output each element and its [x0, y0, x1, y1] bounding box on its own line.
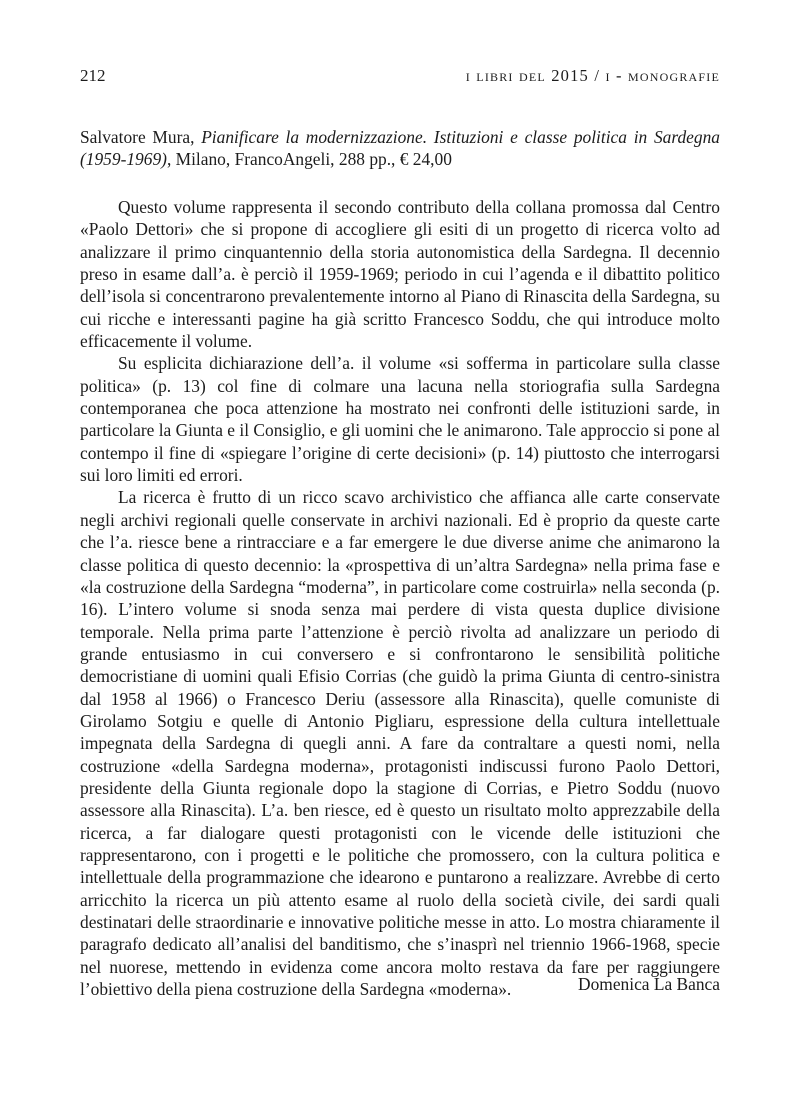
review-body — [80, 196, 720, 1000]
citation-publication: , Milano, FrancoAngeli, 288 pp., € 24,00 — [166, 149, 452, 170]
running-head: i libri del 2015 / i - monografie — [465, 66, 720, 85]
page-number: 212 — [80, 66, 106, 85]
book-citation — [80, 126, 720, 171]
paragraph: Questo volume rappresenta il secondo contributo della collana promossa dal Centro «Paolo Dettori» che si propone di accogliere gli esiti di un progetto di ricerca volto ad analizzare il primo cinquantennio della storia autonomistica della Sardegna. Il decennio preso in esame dall’a. è perciò il 1959-1969; periodo in cui l’agenda e il dibattito politico dell’isola si concentrarono prevalentemente intorno al Piano di Rinascita della Sardegna, su cui ricche e interessanti pagine ha già scritto Francesco Soddu, che qui introduce molto efficacemente il volume. — [80, 197, 720, 352]
citation-title: Pianificare la modernizzazione. Istituzioni e classe politica in Sardegna (1959-1969) — [80, 127, 720, 170]
citation-author: Salvatore Mura, — [80, 127, 202, 147]
paragraph: Su esplicita dichiarazione dell’a. il volume «si sofferma in particolare sulla classe politica» (p. 13) col fine di colmare una lacuna nella storiografia sulla Sardegna contemporanea che poca attenzione ha mostrato nei confronti delle istituzioni sarde, in particolare la Giunta e il Consiglio, e gli uomini che le animarono. Tale approccio si pone al contempo il fine di «spiegare l’origine di certe decisioni» (p. 14) piuttosto che interrogarsi sui loro limiti ed errori. — [80, 353, 720, 486]
paragraph: La ricerca è frutto di un ricco scavo archivistico che affianca alle carte conservate negli archivi regionali quelle conservate in archivi nazionali. Ed è proprio da queste carte che l’a. riesce bene a rintracciare e a far emergere le due diverse anime che animarono la classe politica di questo decennio: la «prospettiva di un’altra Sardegna» nella prima fase e «la costruzione della Sardegna “moderna”, in particolare come costruirla» nella seconda (p. 16). L’intero volume si snoda senza mai perdere di vista questa duplice divisione temporale. Nella prima parte l’attenzione è perciò rivolta ad analizzare un periodo di grande entusiasmo in cui conversero e si confrontarono le sensibilità politiche democristiane di uomini quali Efisio Corrias (che guidò la prima Giunta di centro-sinistra dal 1958 al 1966) o Francesco Deriu (assessore alla Rinascita), quelle comuniste di Girolamo Sotgiu e quelle di Antonio Pigliaru, espressione della cultura intellettuale impegnata della Sardegna di quegli anni. A fare da contraltare a questi nomi, nella costruzione «della Sardegna moderna», protagonisti indiscussi furono Paolo Dettori, presidente della Giunta regionale dopo la stagione di Corrias, e Pietro Soddu (nuovo assessore alla Rinascita). L’a. ben riesce, ed è questo un risultato molto apprezzabile della ricerca, a far dialogare questi protagonisti con le vicende delle istituzioni che rappresentarono, con i progetti e le politiche che promossero, con la cultura politica e intellettuale della programmazione che idearono e puntarono a realizzare. Avrebbe di certo arricchito la ricerca un più attento esame al ruolo della società civile, dei sardi quali destinatari delle straordinarie e innovative politiche messe in atto. Lo mostra chiaramente il paragrafo dedicato all’analisi del banditismo, che s’inasprì nel triennio 1966-1968, specie nel nuorese, mettendo in evidenza come ancora molto restava da fare per raggiungere l’obiettivo della piena costruzione della Sardegna «moderna». — [80, 487, 720, 1000]
page-header — [80, 66, 720, 90]
reviewer-signature: Domenica La Banca — [578, 974, 720, 994]
